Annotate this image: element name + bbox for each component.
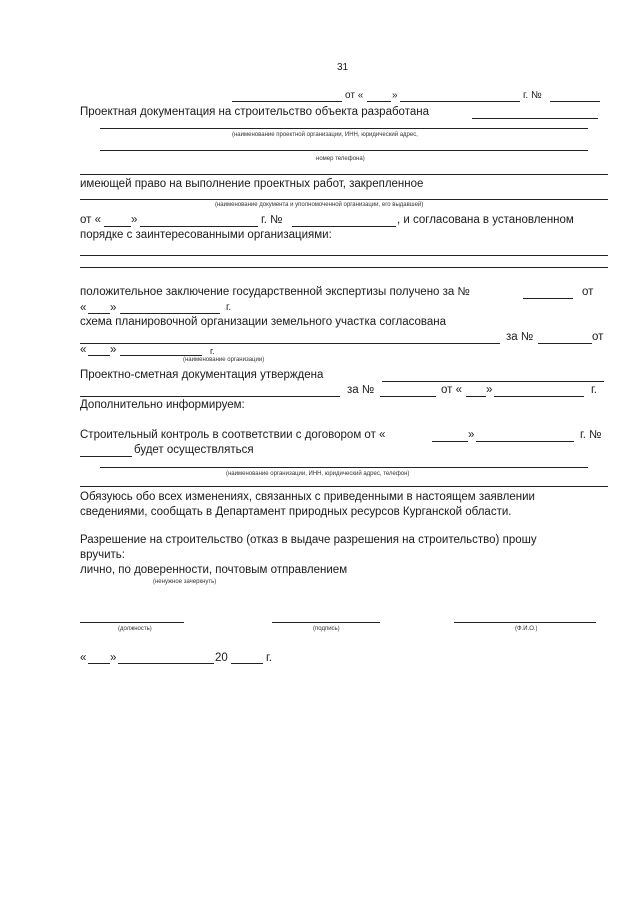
date-month-blank <box>118 663 214 664</box>
scheme-za-no: за № <box>506 331 534 343</box>
from-day-blank <box>104 226 131 227</box>
header-line-blank-4 <box>550 101 600 102</box>
org-line-1 <box>100 128 588 129</box>
order-with-orgs: порядке с заинтересованными организациями: <box>80 229 332 241</box>
caption-name: (Ф.И.О.) <box>515 626 538 632</box>
from-ot: от « <box>80 214 102 226</box>
date-quote-close: » <box>110 652 117 664</box>
caption-scheme-org: (наименование организации) <box>183 357 265 363</box>
from-year-no: г. № <box>261 214 283 226</box>
construction-control-will-be: будет осуществляться <box>134 444 254 456</box>
position-line <box>80 622 184 623</box>
scheme-quote-close: » <box>110 344 117 356</box>
estimate-blank <box>382 381 604 382</box>
estimate-number-blank <box>380 396 436 397</box>
estimate-year: г. <box>591 384 597 396</box>
caption-org-inn: (наименование проектной организации, ИНН, юридический адрес, <box>232 132 418 138</box>
caption-position: (должность) <box>118 626 152 632</box>
document-line <box>80 199 608 200</box>
from-close: » <box>131 214 138 226</box>
sign-line <box>272 622 380 623</box>
header-line-blank-3 <box>400 101 520 102</box>
estimate-text: Проектно-сметная документация утверждена <box>80 369 324 381</box>
header-ot: от « <box>345 90 364 101</box>
control-org-line-2 <box>80 486 608 487</box>
caption-phone: номер телефона) <box>316 156 365 162</box>
from-number-blank <box>292 226 396 227</box>
construction-control-text: Строительный контроль в соответствии с договором от « <box>80 429 386 441</box>
date-day-blank <box>88 663 110 664</box>
name-line <box>454 622 596 623</box>
header-line-blank-2 <box>367 101 391 102</box>
permit-line-1: Разрешение на строительство (отказ в выдаче разрешения на строительство) прошу <box>80 534 537 546</box>
control-month-blank <box>476 441 574 442</box>
having-right: имеющей право на выполнение проектных работ, закрепленное <box>80 178 424 190</box>
date-century: 20 <box>215 652 228 664</box>
expertise-quote-close: » <box>110 302 117 314</box>
permit-line-2: вручить: <box>80 549 125 561</box>
estimate-line-2 <box>80 396 340 397</box>
orgs-line-2 <box>80 267 608 268</box>
expertise-month-blank <box>120 313 220 314</box>
header-year-no: г. № <box>523 90 542 101</box>
delivery-methods: лично, по доверенности, почтовым отправлением <box>80 564 348 576</box>
project-docs-developed: Проектная документация на строительство объекта разработана <box>80 106 429 118</box>
from-agreed: , и согласована в установленном <box>397 214 574 226</box>
control-day-blank <box>432 441 468 442</box>
from-month-blank <box>140 226 258 227</box>
additionally: Дополнительно информируем: <box>80 399 245 411</box>
estimate-za-no: за № <box>347 384 375 396</box>
org-line-2 <box>100 150 588 151</box>
estimate-month-blank <box>494 396 584 397</box>
scheme-org-blank <box>80 343 500 344</box>
orgs-line-1 <box>80 255 608 256</box>
control-number-blank <box>80 456 132 457</box>
estimate-day-blank <box>466 396 486 397</box>
expertise-quote-open: « <box>80 302 87 314</box>
header-quote-close: » <box>392 90 398 101</box>
date-year: г. <box>266 652 272 664</box>
expertise-year: г. <box>226 302 232 313</box>
caption-strike: (ненужное зачеркнуть) <box>153 579 217 585</box>
expertise-text: положительное заключение государственной экспертизы получено за № <box>80 286 470 298</box>
construction-control-close: » <box>468 429 475 441</box>
project-docs-blank <box>472 118 598 119</box>
caption-control-org: (наименование организации, ИНН, юридический адрес, телефон) <box>226 471 410 477</box>
expertise-number-blank <box>523 298 573 299</box>
scheme-number-blank <box>538 343 592 344</box>
caption-document: (наименование документа и уполномоченной организации, его выдавшей) <box>215 202 424 208</box>
construction-control-year-no: г. № <box>580 429 602 441</box>
date-quote-open: « <box>80 652 87 664</box>
estimate-close: » <box>486 384 493 396</box>
expertise-ot: от <box>582 286 594 298</box>
obligation-line-2: сведениями, сообщать в Департамент природных ресурсов Курганской области. <box>80 506 512 518</box>
expertise-day-blank <box>88 313 110 314</box>
scheme-day-blank <box>88 355 110 356</box>
obligation-line-1: Обязуюсь обо всех изменениях, связанных с приведенными в настоящем заявлении <box>80 491 535 503</box>
org-line-3 <box>80 174 608 175</box>
scheme-quote-open: « <box>80 344 87 356</box>
scheme-year: г. <box>210 346 215 356</box>
scheme-ot: от <box>592 331 604 343</box>
scheme-text: схема планировочной организации земельного участка согласована <box>80 316 447 328</box>
caption-sign: (подпись) <box>313 626 340 632</box>
header-line-blank-1 <box>232 101 342 102</box>
page-number: 31 <box>337 62 349 73</box>
date-year-blank <box>231 663 263 664</box>
control-org-line <box>100 467 588 468</box>
estimate-ot: от « <box>441 384 463 396</box>
